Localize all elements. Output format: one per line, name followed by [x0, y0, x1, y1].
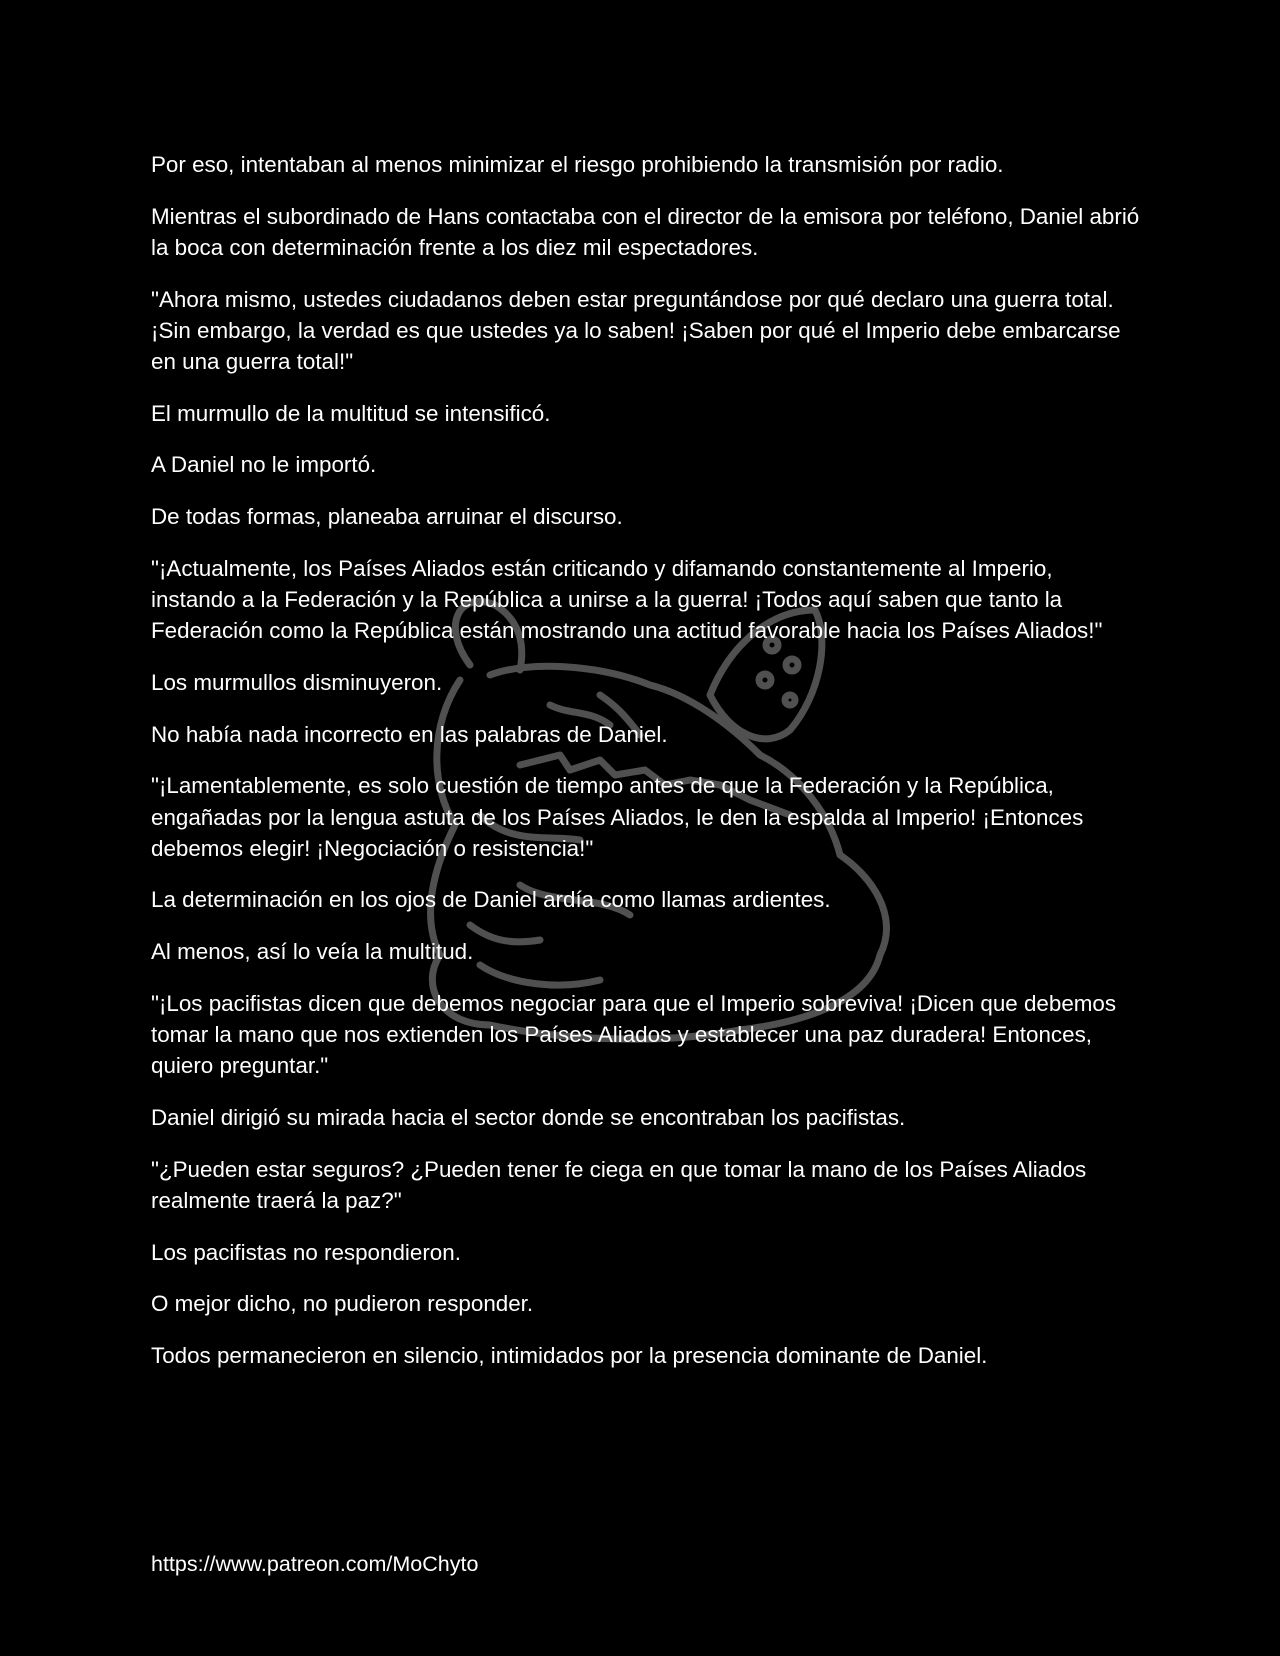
paragraph: Todos permanecieron en silencio, intimidados por la presencia dominante de Daniel.: [151, 1342, 988, 1368]
patreon-link[interactable]: https://www.patreon.com/MoChyto: [151, 1552, 479, 1576]
paragraph: Los pacifistas no respondieron.: [151, 1239, 461, 1265]
paragraph: "¡Actualmente, los Países Aliados están criticando y difamando constantemente al Imperio, instando a la Federación y la República a unirse a la guerra! ¡Todos aquí saben que tanto la Federación como la República están mostrando una actitud favorable hacia los Países Aliados!": [151, 555, 1103, 644]
paragraph: "¿Pueden estar seguros? ¿Pueden tener fe ciega en que tomar la mano de los Países Aliados realmente traerá la paz?": [151, 1156, 1087, 1213]
paragraph: Daniel dirigió su mirada hacia el sector donde se encontraban los pacifistas.: [151, 1104, 906, 1130]
paragraph: La determinación en los ojos de Daniel ardía como llamas ardientes.: [151, 887, 831, 913]
paragraph: El murmullo de la multitud se intensificó.: [151, 400, 551, 426]
paragraph: Al menos, así lo veía la multitud.: [151, 939, 474, 965]
paragraph: De todas formas, planeaba arruinar el discurso.: [151, 504, 623, 530]
paragraph: Los murmullos disminuyeron.: [151, 669, 443, 695]
paragraph: "¡Lamentablemente, es solo cuestión de tiempo antes de que la Federación y la República, engañadas por la lengua astuta de los Países Aliados, le den la espalda al Imperio! ¡Entonces debemos elegir! ¡Negociación o resistencia!": [151, 773, 1084, 861]
paragraph: "¡Los pacifistas dicen que debemos negociar para que el Imperio sobreviva! ¡Dicen que debemos tomar la mano que nos extienden los Países Aliados y establecer una paz duradera! Entonces, quiero preguntar.": [151, 990, 1117, 1079]
paragraph: A Daniel no le importó.: [151, 452, 377, 478]
paragraph: Mientras el subordinado de Hans contactaba con el director de la emisora por teléfono, Daniel abrió la boca con determinación frente a los diez mil espectadores.: [151, 203, 1140, 260]
paragraph: No había nada incorrecto en las palabras de Daniel.: [151, 721, 668, 747]
story-text: [151, 149, 1141, 1392]
paragraph: O mejor dicho, no pudieron responder.: [151, 1291, 534, 1317]
paragraph: Por eso, intentaban al menos minimizar el riesgo prohibiendo la transmisión por radio.: [151, 152, 1004, 177]
paragraph: "Ahora mismo, ustedes ciudadanos deben estar preguntándose por qué declaro una guerra total. ¡Sin embargo, la verdad es que ustedes ya lo saben! ¡Saben por qué el Imperio debe embarcarse en una guerra total!": [151, 286, 1121, 375]
